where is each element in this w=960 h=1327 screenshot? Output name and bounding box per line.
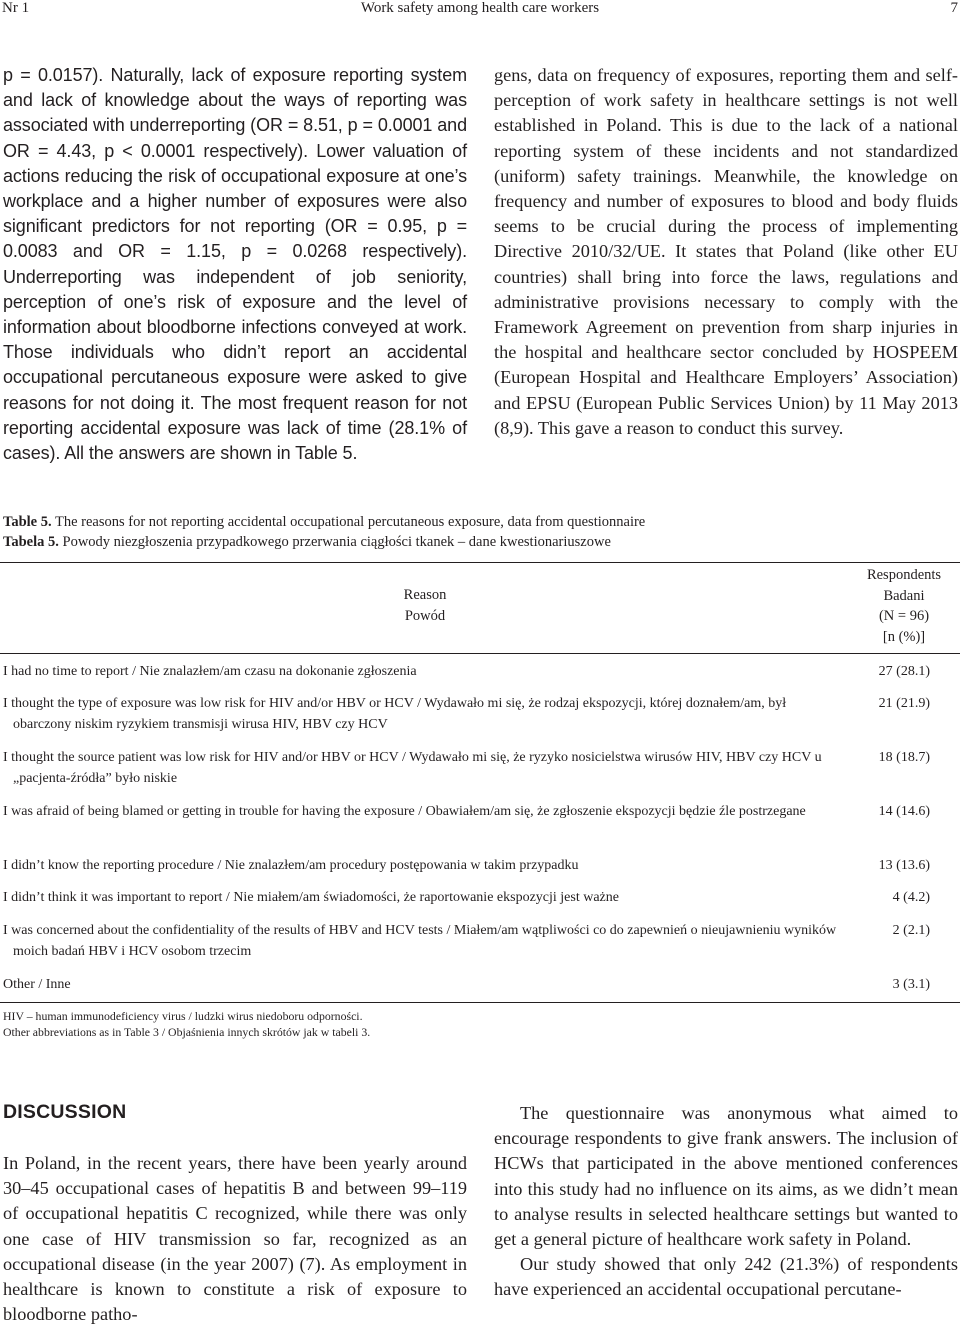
table-top-rule	[0, 562, 960, 563]
row-value: 14 (14.6)	[878, 804, 930, 819]
caption-pl-text: Powody niezgłoszenia przypadkowego przerwania ciągłości tkanek – dane kwestionariuszowe	[58, 534, 611, 550]
row-value: 4 (4.2)	[892, 890, 930, 905]
row-reason: I was afraid of being blamed or getting in trouble for having the exposure / Obawiałem/am się, że zgłoszenie ekspozycji będzie źle postrzegane	[3, 804, 806, 819]
study-results-paragraph: Our study showed that only 242 (21.3%) of respondents have experienced an accidental occupational percutane-	[494, 1254, 958, 1300]
row-reason: Other / Inne	[3, 977, 71, 992]
header-respondents	[840, 565, 960, 647]
results-text: p = 0.0157). Naturally, lack of exposure reporting system and lack of knowledge about the ways of reporting was associated with underreporting (OR = 8.51, p = 0.0001 and OR = 4.43, p < 0.0001 respectively). Lower valuation of actions reducing the risk of occupational exposure at one’s workplace and a higher number of exposures were also significant predictors for not reporting (OR = 0.95, p = 0.0083 and OR = 1.15, p = 0.0268 respectively). Underreporting was independent of job seniority, perception of one’s risk of exposure and the level of information about bloodborne infections conveyed at work. Those individuals who didn’t report an accidental occupational percutaneous exposure were asked to give reasons for not doing it. The most frequent reason for not reporting accidental exposure was lack of time (28.1% of cases). All the answers are shown in Table 5.	[3, 65, 467, 464]
discussion-heading: DISCUSSION	[3, 1101, 127, 1123]
background-paragraph	[494, 63, 958, 441]
discussion-text: In Poland, in the recent years, there have been yearly around 30–45 occupational cases of hepatitis B and between 99–119 of occupational hepatitis C recognized, while there was only one case of HIV transmission so far, recognized as an occupational disease (in the year 2007) (7). As employment in healthcare is known to constitute a risk of exposure to bloodborne patho-	[3, 1153, 467, 1325]
caption-en-text: The reasons for not reporting accidental occupational percutaneous exposure, data from questionnaire	[51, 514, 646, 530]
table-row	[3, 974, 958, 995]
table-footnotes	[3, 1008, 370, 1040]
results-paragraph	[3, 63, 467, 466]
row-value: 3 (3.1)	[892, 977, 930, 992]
row-value: 27 (28.1)	[878, 664, 930, 679]
row-reason: I didn’t know the reporting procedure / Nie znalazłem/am procedury postępowania w takim przypadku	[3, 858, 579, 873]
table-bottom-rule	[0, 1002, 960, 1003]
background-text: gens, data on frequency of exposures, reporting them and self-perception of work safety in healthcare settings is not well established in Poland. This is due to the lack of a national reporting system of these incidents and not standardized (uniform) safety trainings. Meanwhile, the knowledge on frequency and number of exposures to blood and body fluids seems to be crucial during the process of implementing Directive 2010/32/UE. It states that Poland (like other EU countries) shall bring into force the laws, regulations and administrative provisions necessary to comply with the Framework Agreement on prevention from sharp injuries in the hospital and healthcare sector concluded by HOSPEEM (European Hospital and Healthcare Employers’ Association) and EPSU (European Public Services Union) by 11 May 2013 (8,9). This gave a reason to conduct this survey.	[494, 65, 958, 438]
row-value: 2 (2.1)	[892, 923, 930, 938]
table-row	[3, 920, 958, 962]
caption-en-label: Table 5.	[3, 514, 52, 530]
row-reason: I thought the type of exposure was low risk for HIV and/or HBV or HCV / Wydawało mi się, że rodzaj ekspozycji, której doznałem/am, był obarczony niskim ryzykiem transmisji wirusa HIV, HBV czy HCV	[3, 696, 787, 732]
row-value: 18 (18.7)	[878, 750, 930, 765]
row-reason: I had no time to report / Nie znalazłem/am czasu na dokonanie zgłoszenia	[3, 664, 417, 679]
footnote-abbreviations: Other abbreviations as in Table 3 / Objaśnienia innych skrótów jak w tabeli 3.	[3, 1025, 371, 1039]
questionnaire-paragraph: The questionnaire was anonymous what aimed to encourage respondents to give frank answers. The inclusion of HCWs that participated in the above mentioned conferences into this study had no influence on its aims, as we didn’t mean to analyse results in selected healthcare settings but wanted to get a general picture of healthcare work safety in Poland.	[494, 1103, 958, 1250]
caption-english	[3, 512, 953, 532]
issue-number: Nr 1	[2, 0, 30, 16]
table-row	[3, 693, 958, 735]
header-resp-unit: [n (%)]	[882, 628, 926, 645]
caption-pl-label: Tabela 5.	[3, 534, 59, 550]
table-row	[3, 661, 958, 682]
table-row	[3, 855, 958, 876]
row-value: 21 (21.9)	[878, 696, 930, 711]
discussion-paragraph	[3, 1151, 467, 1327]
table-row	[3, 801, 958, 822]
header-reason-pl: Powód	[404, 608, 446, 624]
page-number: 7	[950, 0, 958, 16]
table-row	[3, 887, 958, 908]
caption-polish	[3, 532, 953, 552]
row-reason: I was concerned about the confidentiality of the results of HBV and HCV tests / Miałem/am wątpliwości co do zapewnień o nieujawnieniu wyników moich badań HBV i HCV osobom trzecim	[3, 923, 837, 959]
discussion-right-column	[494, 1101, 958, 1303]
table-caption	[3, 512, 953, 552]
header-resp-n: (N = 96)	[878, 608, 930, 624]
header-reason	[300, 585, 550, 627]
table-header-rule	[0, 653, 960, 654]
row-reason: I didn’t think it was important to report / Nie miałem/am świadomości, że raportowanie ekspozycji jest ważne	[3, 890, 619, 905]
running-head	[0, 0, 960, 20]
header-resp-en: Respondents	[866, 567, 942, 583]
header-resp-pl: Badani	[883, 587, 925, 604]
footnote-hiv: HIV – human immunodeficiency virus / ludzki wirus niedoboru odporności.	[3, 1009, 363, 1023]
running-title: Work safety among health care workers	[360, 0, 600, 16]
row-reason: I thought the source patient was low risk for HIV and/or HBV or HCV / Wydawało mi się, że ryzyko nosicielstwa wirusów HIV, HBV czy HCV u „pacjenta-źródła” było niskie	[3, 750, 822, 786]
row-value: 13 (13.6)	[878, 858, 930, 873]
table-row	[3, 747, 958, 789]
header-reason-en: Reason	[403, 587, 447, 603]
